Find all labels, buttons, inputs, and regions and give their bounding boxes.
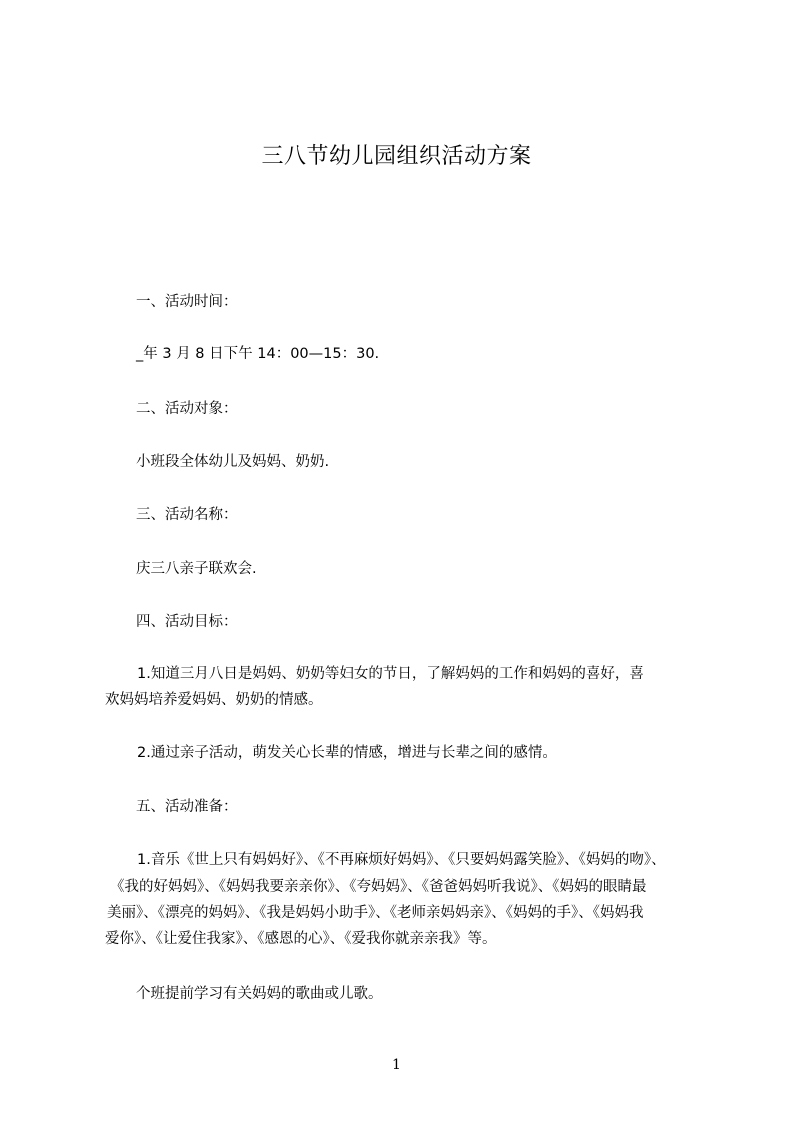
paragraph-prep-2: 个班提前学习有关妈妈的歌曲或儿歌。	[136, 986, 383, 1002]
paragraph-goal-1-line-1: 1.知道三月八日是妈妈、奶奶等妇女的节日，了解妈妈的工作和妈妈的喜好，喜	[137, 666, 644, 682]
paragraph-prep-1-line-1: 1.音乐《世上只有妈妈好》、《不再麻烦好妈妈》、《只要妈妈露笑脸》、《妈妈的吻》、	[137, 852, 666, 868]
section-heading-name: 三、活动名称：	[136, 507, 238, 523]
section-heading-preparation: 五、活动准备：	[136, 799, 238, 815]
section-heading-time: 一、活动时间：	[136, 294, 238, 310]
section-heading-goals: 四、活动目标：	[136, 614, 238, 630]
paragraph-prep-1-line-2: 《我的好妈妈》、《妈妈我要亲亲你》、《夸妈妈》、《爸爸妈妈听我说》、《妈妈的眼睛最	[110, 879, 647, 895]
paragraph-name: 庆三八亲子联欢会.	[136, 561, 257, 577]
paragraph-prep-1-line-4: 爱你》、《让爱住我家》、《感恩的心》、《爱我你就亲亲我》等。	[105, 931, 497, 947]
paragraph-goal-1-line-2: 欢妈妈培养爱妈妈、奶奶的情感。	[105, 692, 323, 708]
document-title: 三八节幼儿园组织活动方案	[261, 144, 532, 169]
paragraph-goal-2: 2.通过亲子活动，萌发关心长辈的情感，增进与长辈之间的感情。	[137, 745, 557, 761]
page-number: 1	[392, 1057, 401, 1073]
paragraph-time: _年 3 月 8 日下午 14：00—15：30.	[136, 346, 380, 362]
section-heading-audience: 二、活动对象：	[136, 401, 238, 417]
paragraph-audience: 小班段全体幼儿及妈妈、奶奶.	[136, 454, 330, 470]
paragraph-prep-1-line-3: 美丽》、《漂亮的妈妈》、《我是妈妈小助手》、《老师亲妈妈亲》、《妈妈的手》、《妈妈我	[107, 905, 644, 921]
